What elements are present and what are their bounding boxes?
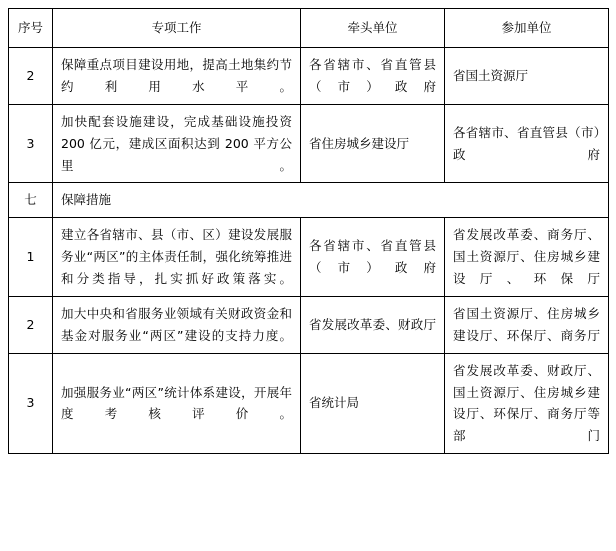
table-header-row xyxy=(9,9,609,48)
row-participating-unit: 省国土资源厅、住房城乡建设厅、环保厅、商务厅 xyxy=(445,296,609,353)
row-number: 1 xyxy=(9,218,53,297)
section-title: 保障措施 xyxy=(53,183,609,218)
row-participating-unit: 省发展改革委、商务厅、国土资源厅、住房城乡建设厅、环保厅 xyxy=(445,218,609,297)
column-header-participating-unit: 参加单位 xyxy=(445,9,609,48)
row-work-text: 保障重点项目建设用地，提高土地集约节约利用水平。 xyxy=(53,48,301,105)
row-participating-unit: 省发展改革委、财政厅、国土资源厅、住房城乡建设厅、环保厅、商务厅等部门 xyxy=(445,353,609,454)
table-row xyxy=(9,48,609,105)
row-participating-unit: 省国土资源厅 xyxy=(445,48,609,105)
row-work-text: 建立各省辖市、县（市、区）建设发展服务业“两区”的主体责任制，强化统筹推进和分类指导，扎实抓好政策落实。 xyxy=(53,218,301,297)
specialized-work-table xyxy=(8,8,609,454)
table-body xyxy=(9,48,609,454)
column-header-work: 专项工作 xyxy=(53,9,301,48)
table-row xyxy=(9,296,609,353)
table-row xyxy=(9,218,609,297)
column-header-lead-unit: 牵头单位 xyxy=(301,9,445,48)
section-number: 七 xyxy=(9,183,53,218)
row-lead-unit: 各省辖市、省直管县（市）政府 xyxy=(301,48,445,105)
row-number: 3 xyxy=(9,104,53,183)
row-number: 3 xyxy=(9,353,53,454)
table-section-row xyxy=(9,183,609,218)
row-work-text: 加大中央和省服务业领域有关财政资金和基金对服务业“两区”建设的支持力度。 xyxy=(53,296,301,353)
row-number: 2 xyxy=(9,48,53,105)
table-header xyxy=(9,9,609,48)
row-work-text: 加快配套设施建设，完成基础设施投资 200 亿元，建成区面积达到 200 平方公里。 xyxy=(53,104,301,183)
row-participating-unit: 各省辖市、省直管县（市）政府 xyxy=(445,104,609,183)
row-lead-unit: 省发展改革委、财政厅 xyxy=(301,296,445,353)
row-lead-unit: 省住房城乡建设厅 xyxy=(301,104,445,183)
table-row xyxy=(9,104,609,183)
row-number: 2 xyxy=(9,296,53,353)
row-work-text: 加强服务业“两区”统计体系建设，开展年度考核评价。 xyxy=(53,353,301,454)
column-header-no: 序号 xyxy=(9,9,53,48)
table-row xyxy=(9,353,609,454)
row-lead-unit: 省统计局 xyxy=(301,353,445,454)
row-lead-unit: 各省辖市、省直管县（市）政府 xyxy=(301,218,445,297)
